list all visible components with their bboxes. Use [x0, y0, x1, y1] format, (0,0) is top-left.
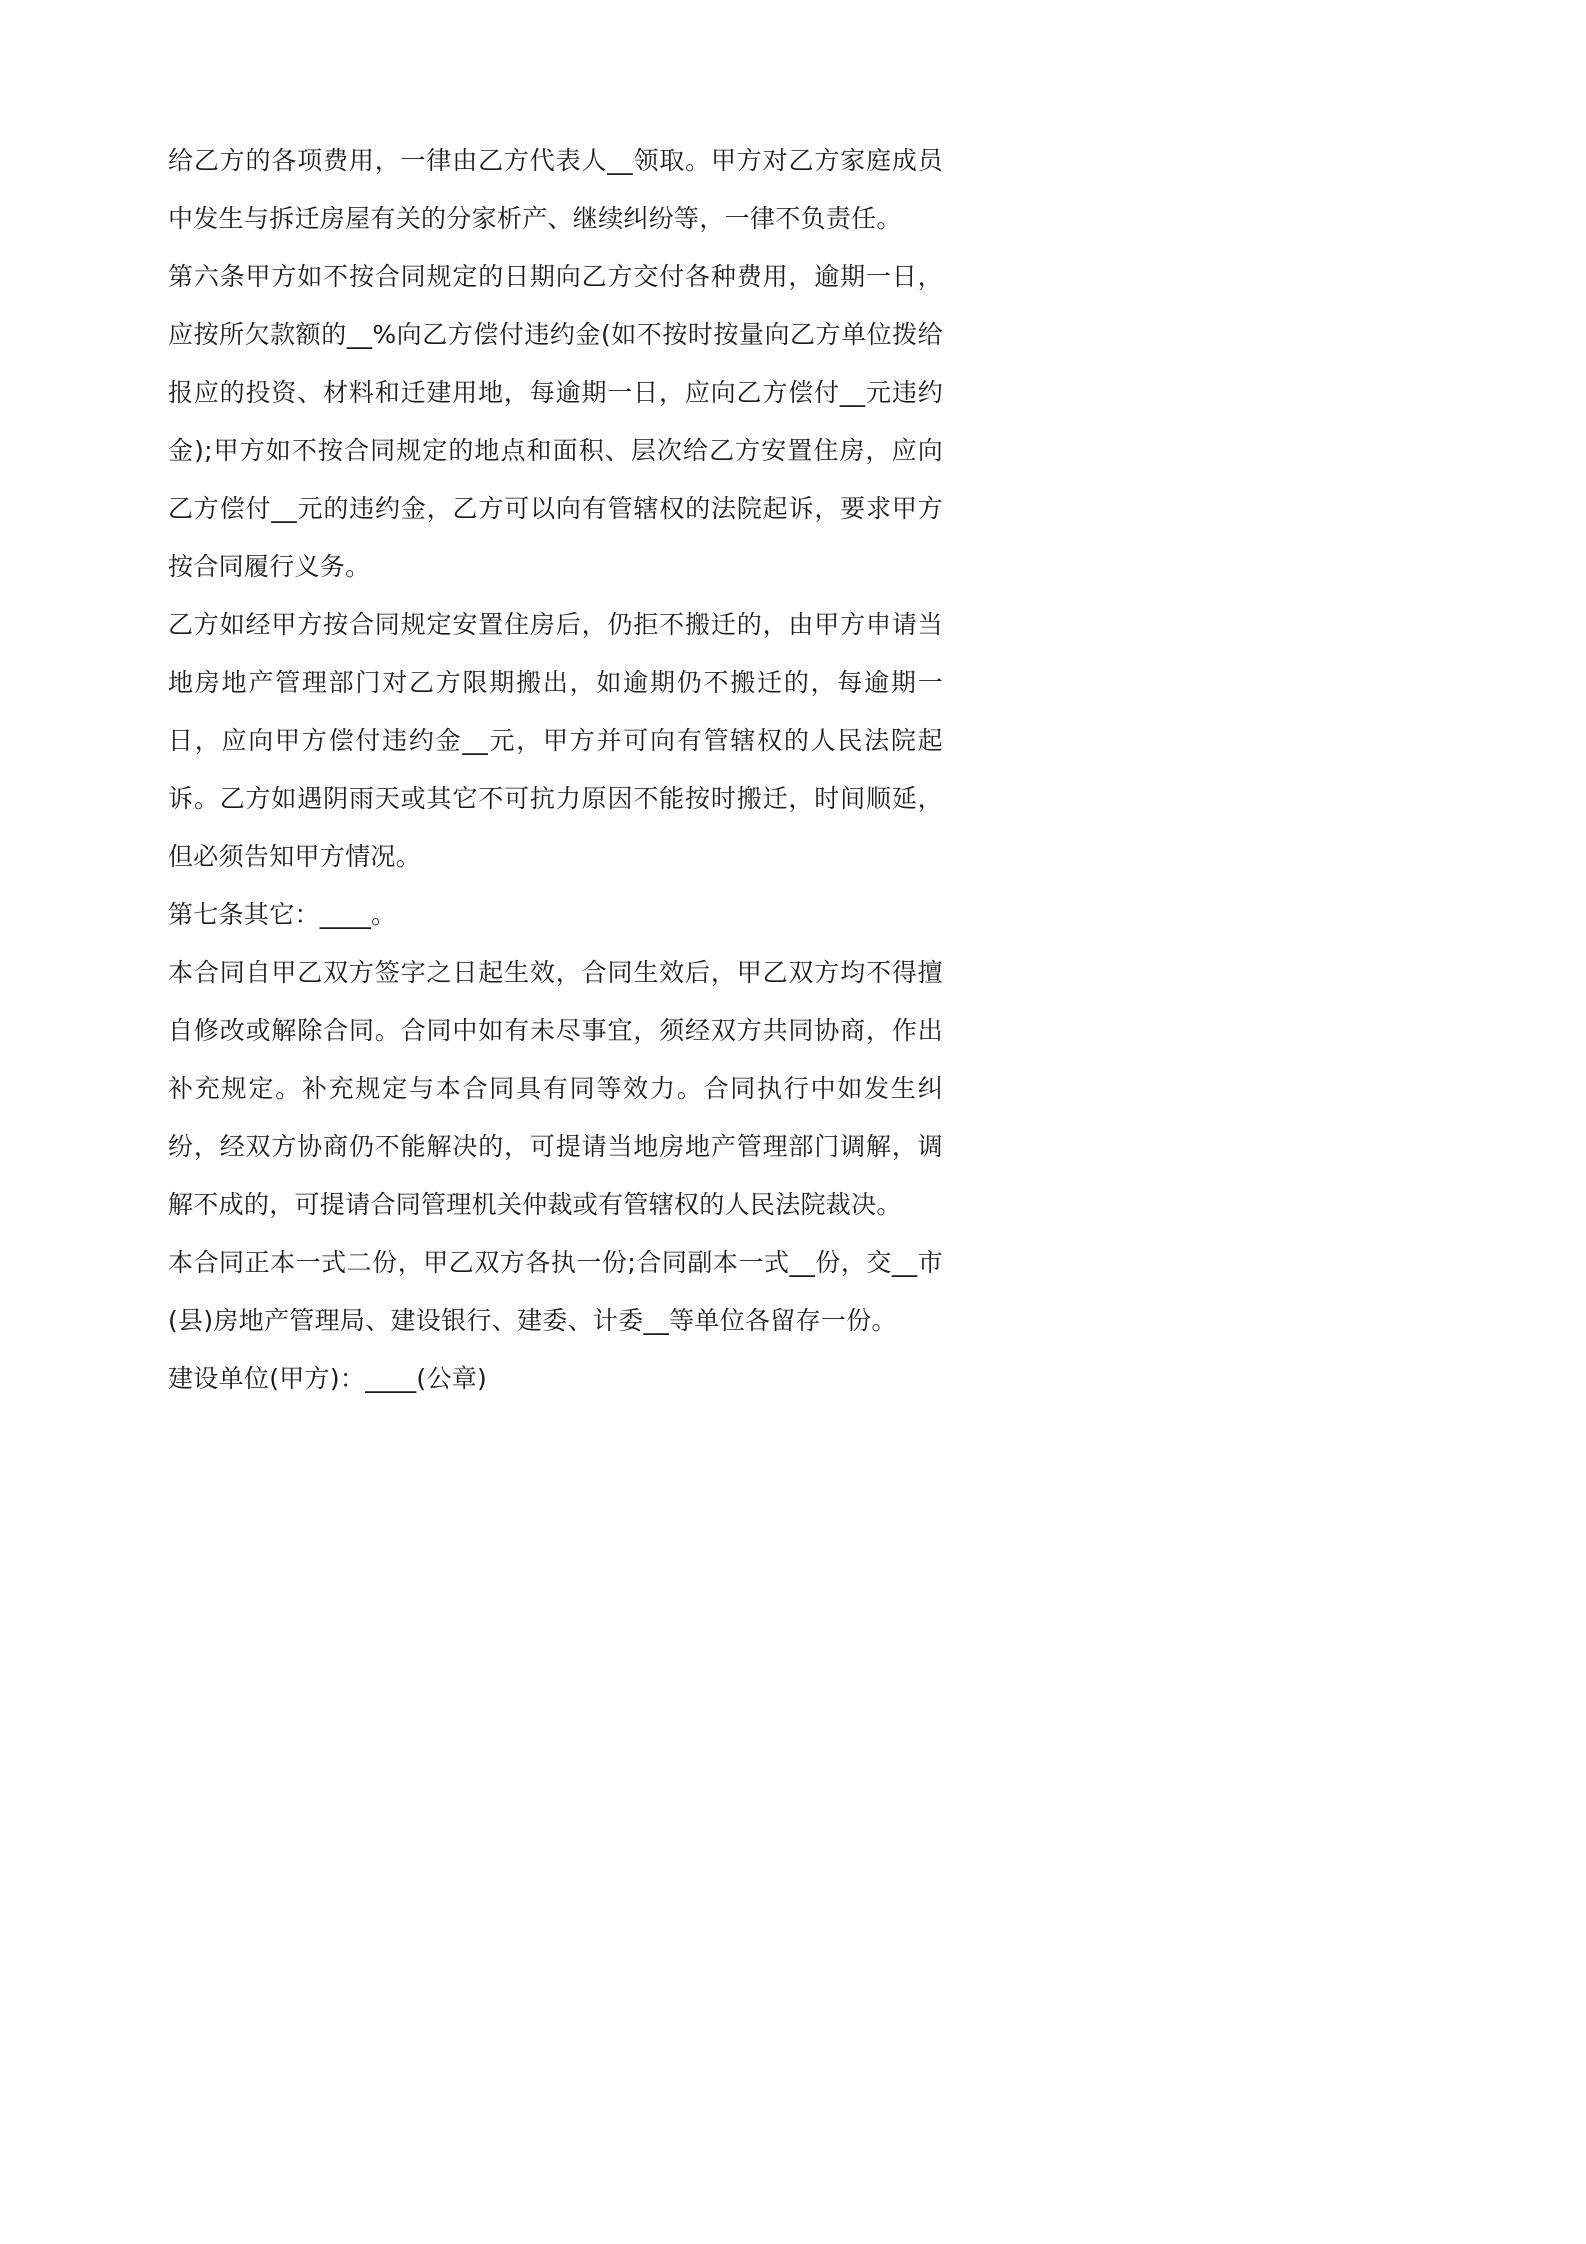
paragraph-article-7-other: 第七条其它：____。: [168, 900, 397, 929]
document-body: [168, 132, 943, 1408]
paragraph-effectiveness-and-disputes: 本合同自甲乙双方签字之日起生效，合同生效后，甲乙双方均不得擅自修改或解除合同。合同中如有未尽事宜，须经双方共同协商，作出补充规定。补充规定与本合同具有同等效力。合同执行中如发生纠纷，经双方协商仍不能解决的，可提请当地房地产管理部门调解，调解不成的，可提请合同管理机关仲裁或有管辖权的人民法院裁决。: [168, 958, 943, 1219]
paragraph-article-6-party-a-penalty: 第六条甲方如不按合同规定的日期向乙方交付各种费用，逾期一日，应按所欠款额的__%向乙方偿付违约金(如不按时按量向乙方单位拨给报应的投资、材料和迁建用地，每逾期一日，应向乙方偿付__元违约金);甲方如不按合同规定的地点和面积、层次给乙方安置住房，应向乙方偿付__元的违约金，乙方可以向有管辖权的法院起诉，要求甲方按合同履行义务。: [168, 262, 943, 581]
paragraph-representative-fees: 给乙方的各项费用，一律由乙方代表人__领取。甲方对乙方家庭成员中发生与拆迁房屋有关的分家析产、继续纠纷等，一律不负责任。: [168, 146, 943, 233]
paragraph-party-b-relocation-refusal: 乙方如经甲方按合同规定安置住房后，仍拒不搬迁的，由甲方申请当地房地产管理部门对乙方限期搬出，如逾期仍不搬迁的，每逾期一日，应向甲方偿付违约金__元，甲方并可向有管辖权的人民法院起诉。乙方如遇阴雨天或其它不可抗力原因不能按时搬迁，时间顺延，但必须告知甲方情况。: [168, 610, 943, 871]
paragraph-copies-distribution: 本合同正本一式二份，甲乙双方各执一份;合同副本一式__份，交__市(县)房地产管理局、建设银行、建委、计委__等单位各留存一份。: [168, 1248, 943, 1335]
signature-line-party-a: 建设单位(甲方)：____(公章): [168, 1364, 488, 1393]
document-page: [0, 0, 1103, 1560]
